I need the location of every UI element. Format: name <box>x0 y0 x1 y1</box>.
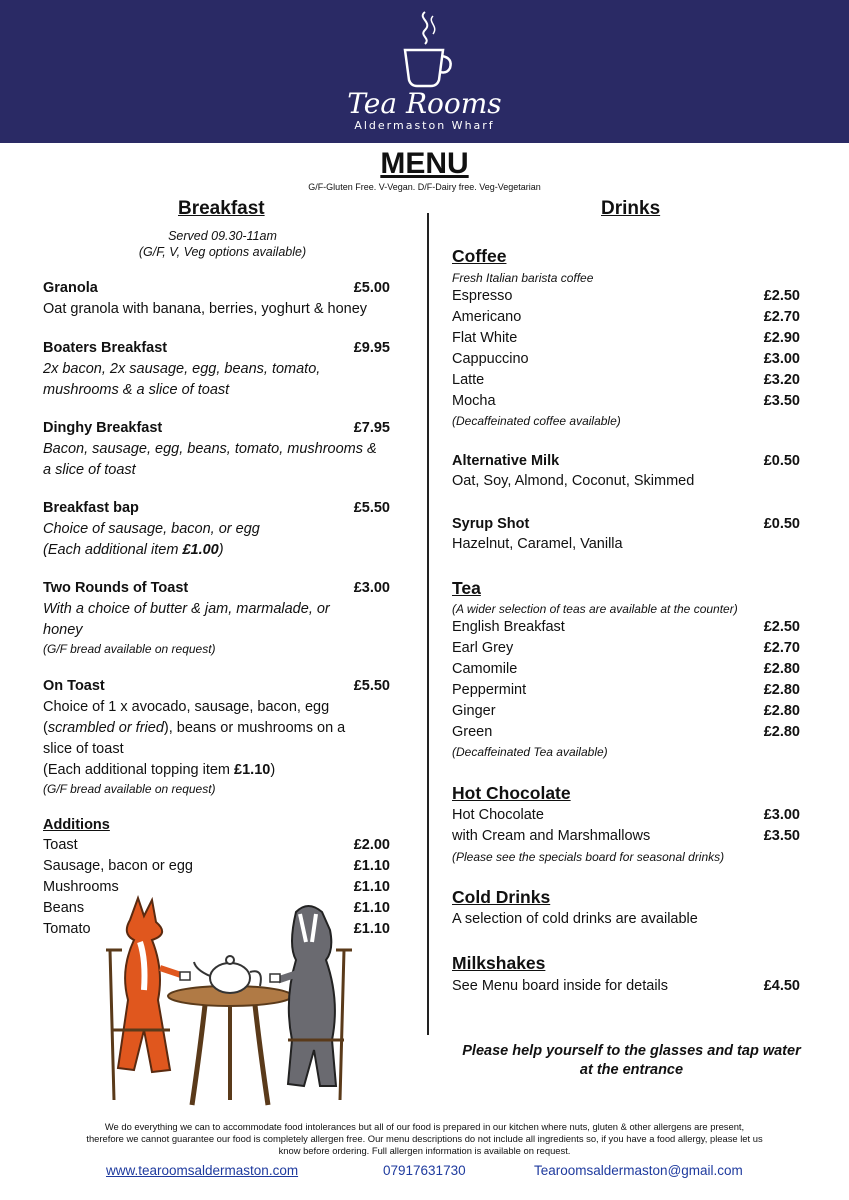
bap-price: £5.50 <box>353 500 390 516</box>
tea-note: (Decaffeinated Tea available) <box>452 745 608 759</box>
hotchoc-item-price: £3.00 <box>763 807 800 823</box>
coffee-item-name: Espresso <box>452 288 513 304</box>
hotchoc-item-name: Hot Chocolate <box>452 807 544 823</box>
coffee-item-name: Flat White <box>452 330 518 346</box>
coffee-item-name: Mocha <box>452 393 496 409</box>
tea-item-name: English Breakfast <box>452 619 565 635</box>
water-note-2: at the entrance <box>579 1062 684 1078</box>
hotchoc-heading: Hot Chocolate <box>452 783 571 803</box>
additions-item-name: Tomato <box>43 921 91 937</box>
disclaimer-line-1: We do everything we can to accommodate food intolerances but all of our food is prepared in our kitchen where nuts, gluten & other allergens are present, <box>104 1121 745 1132</box>
boaters-name: Boaters Breakfast <box>43 340 168 356</box>
additions-item-price: £1.10 <box>353 900 390 916</box>
cold-heading: Cold Drinks <box>452 887 551 907</box>
additions-item-name: Beans <box>43 900 85 916</box>
boaters-desc-2: mushrooms & a slice of toast <box>43 382 230 398</box>
toast-price: £3.00 <box>353 580 390 596</box>
coffee-item-price: £2.90 <box>763 330 800 346</box>
coffee-item-name: Latte <box>452 372 485 388</box>
milk-price: £0.50 <box>763 453 800 469</box>
syrup-name: Syrup Shot <box>452 516 530 532</box>
coffee-sub: Fresh Italian barista coffee <box>452 271 594 285</box>
breakfast-served: Served 09.30-11am <box>168 229 277 243</box>
water-note-1: Please help yourself to the glasses and tap water <box>462 1043 801 1059</box>
fox-and-badger-tea-illustration <box>100 890 355 1110</box>
coffee-note: (Decaffeinated coffee available) <box>452 414 621 428</box>
page-title: MENU <box>380 147 469 180</box>
bap-desc-2: (Each additional item £1.00) <box>43 542 224 558</box>
tea-item-price: £2.80 <box>763 724 800 740</box>
ontoast-note: (G/F bread available on request) <box>43 782 216 796</box>
bap-name: Breakfast bap <box>43 500 139 516</box>
toast-desc-1: With a choice of butter & jam, marmalade, or <box>43 601 330 617</box>
coffee-item-price: £3.20 <box>763 372 800 388</box>
breakfast-heading: Breakfast <box>178 198 265 219</box>
website-link[interactable]: www.tearoomsaldermaston.com <box>106 1163 299 1178</box>
granola-desc: Oat granola with banana, berries, yoghurt & honey <box>43 301 368 317</box>
additions-item-name: Mushrooms <box>43 879 119 895</box>
coffee-item-name: Americano <box>452 309 522 325</box>
coffee-item-price: £2.70 <box>763 309 800 325</box>
allergen-disclaimer <box>0 1121 849 1157</box>
tea-item-name: Green <box>452 724 493 740</box>
coffee-item-price: £3.00 <box>763 351 800 367</box>
dinghy-desc-2: a slice of toast <box>43 462 136 478</box>
milkshakes-price: £4.50 <box>763 978 800 994</box>
tea-item-price: £2.70 <box>763 640 800 656</box>
toast-name: Two Rounds of Toast <box>43 580 189 596</box>
brand-name: Tea Rooms <box>347 87 502 120</box>
tea-item-name: Camomile <box>452 661 518 677</box>
cold-desc: A selection of cold drinks are available <box>452 911 698 927</box>
dinghy-price: £7.95 <box>353 420 390 436</box>
phone-number: 07917631730 <box>383 1163 466 1178</box>
granola-name: Granola <box>43 280 98 296</box>
ontoast-desc-4: (Each additional topping item £1.10) <box>43 762 276 778</box>
additions-item-name: Toast <box>43 837 78 853</box>
milk-name: Alternative Milk <box>452 453 560 469</box>
tea-sub: (A wider selection of teas are available at the counter) <box>452 602 738 616</box>
dinghy-name: Dinghy Breakfast <box>43 420 163 436</box>
disclaimer-line-3: know before ordering. Full allergen information is available on request. <box>278 1145 571 1156</box>
tea-item-name: Ginger <box>452 703 496 719</box>
ontoast-desc-2: (scrambled or fried), beans or mushrooms on a <box>43 720 346 736</box>
coffee-item-price: £2.50 <box>763 288 800 304</box>
coffee-item-price: £3.50 <box>763 393 800 409</box>
tea-item-name: Earl Grey <box>452 640 514 656</box>
boaters-price: £9.95 <box>353 340 390 356</box>
column-divider <box>427 213 429 1035</box>
tea-heading: Tea <box>452 578 481 598</box>
additions-heading: Additions <box>43 817 110 833</box>
hotchoc-item-price: £3.50 <box>763 828 800 844</box>
email-link[interactable]: Tearoomsaldermaston@gmail.com <box>534 1163 743 1178</box>
additions-item-price: £1.10 <box>353 858 390 874</box>
additions-item-price: £1.10 <box>353 879 390 895</box>
hotchoc-note: (Please see the specials board for seasonal drinks) <box>452 850 725 864</box>
coffee-item-name: Cappuccino <box>452 351 529 367</box>
brand-subtitle: Aldermaston Wharf <box>354 119 495 132</box>
disclaimer-line-2: therefore we cannot guarantee our food is completely allergen free. Our menu descriptions do not include all ingredients so, if you have a food allergy, please let us <box>86 1133 763 1144</box>
dinghy-desc-1: Bacon, sausage, egg, beans, tomato, mushrooms & <box>43 441 377 457</box>
ontoast-desc-3: slice of toast <box>43 741 124 757</box>
syrup-price: £0.50 <box>763 516 800 532</box>
tea-item-name: Peppermint <box>452 682 527 698</box>
tea-item-price: £2.80 <box>763 682 800 698</box>
toast-note: (G/F bread available on request) <box>43 642 216 656</box>
coffee-heading: Coffee <box>452 246 507 266</box>
additions-item-price: £1.10 <box>353 921 390 937</box>
tea-item-price: £2.80 <box>763 661 800 677</box>
toast-desc-2: honey <box>43 622 83 638</box>
tea-item-price: £2.50 <box>763 619 800 635</box>
hotchoc-item-name: with Cream and Marshmallows <box>452 828 651 844</box>
additions-item-name: Sausage, bacon or egg <box>43 858 193 874</box>
boaters-desc-1: 2x bacon, 2x sausage, egg, beans, tomato, <box>43 361 321 377</box>
ontoast-desc-1: Choice of 1 x avocado, sausage, bacon, egg <box>43 699 330 715</box>
syrup-desc: Hazelnut, Caramel, Vanilla <box>452 536 623 552</box>
ontoast-name: On Toast <box>43 678 105 694</box>
drinks-heading: Drinks <box>601 198 661 219</box>
bap-desc-1: Choice of sausage, bacon, or egg <box>43 521 260 537</box>
milk-desc: Oat, Soy, Almond, Coconut, Skimmed <box>452 473 695 489</box>
breakfast-options: (G/F, V, Veg options available) <box>138 245 307 259</box>
milkshakes-heading: Milkshakes <box>452 953 546 973</box>
additions-item-price: £2.00 <box>353 837 390 853</box>
tea-item-price: £2.80 <box>763 703 800 719</box>
dietary-legend: G/F-Gluten Free. V-Vegan. D/F-Dairy free. Veg-Vegetarian <box>308 182 541 192</box>
ontoast-price: £5.50 <box>353 678 390 694</box>
granola-price: £5.00 <box>353 280 390 296</box>
milkshakes-desc: See Menu board inside for details <box>452 978 669 994</box>
teacup-icon <box>395 8 455 88</box>
